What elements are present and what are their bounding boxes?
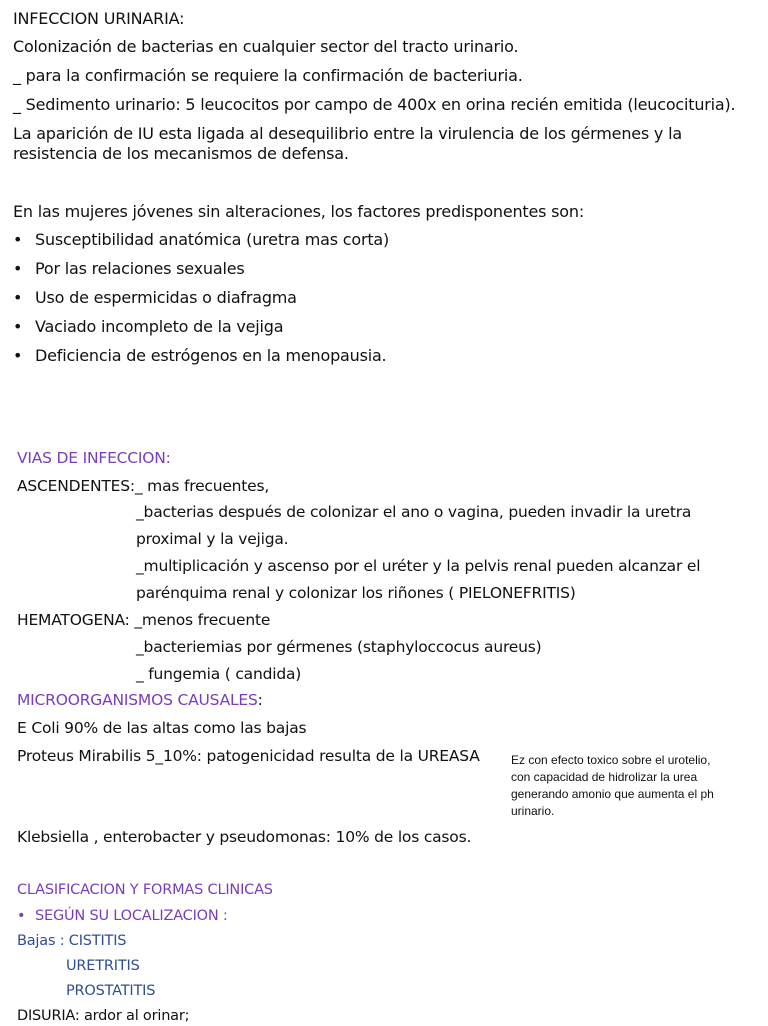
factors-intro: En las mujeres jóvenes sin alteraciones, los factores predisponentes son: xyxy=(13,202,585,221)
uretritis-line: URETRITIS xyxy=(66,958,140,974)
prostatitis-line: PROSTATITIS xyxy=(66,983,156,999)
clasificacion-heading: CLASIFICACION Y FORMAS CLINICAS xyxy=(17,882,273,898)
bajas-line: Bajas : CISTITIS xyxy=(17,933,127,949)
localizacion-label: SEGÚN SU LOCALIZACION : xyxy=(35,908,228,924)
note-line: generando amonio que aumenta el ph xyxy=(511,787,714,801)
ascendentes-detail-2a: _multiplicación y ascenso por el uréter y la pelvis renal pueden alcanzar el xyxy=(136,557,701,575)
aparicion-line-1: La aparición de IU esta ligada al desequilibrio entre la virulencia de los gérmenes y la xyxy=(13,124,682,143)
bullet-icon: • xyxy=(13,288,23,307)
bullet-icon: • xyxy=(13,346,23,365)
note-line: Ez con efecto toxico sobre el urotelio, xyxy=(511,753,711,767)
localizacion-subheading xyxy=(17,906,228,926)
list-item xyxy=(13,259,245,279)
ascendentes-line: ASCENDENTES:_ mas frecuentes, xyxy=(17,477,270,495)
aparicion-line-2: resistencia de los mecanismos de defensa. xyxy=(13,144,349,163)
klebsiella-line: Klebsiella , enterobacter y pseudomonas: 10% de los casos. xyxy=(17,828,472,846)
micro-heading-line xyxy=(17,690,263,710)
micro-heading: MICROORGANISMOS CAUSALES xyxy=(17,691,258,709)
list-item xyxy=(13,288,297,308)
proteus-line: Proteus Mirabilis 5_10%: patogenicidad resulta de la UREASA xyxy=(17,747,480,765)
definition-line: Colonización de bacterias en cualquier sector del tracto urinario. xyxy=(13,37,519,56)
bullet-icon: • xyxy=(13,230,23,249)
ascendentes-detail-1a: _bacterias después de colonizar el ano o vagina, pueden invadir la uretra xyxy=(136,503,692,521)
hematogena-detail-1: _bacteriemias por gérmenes (staphyloccocus aureus) xyxy=(136,638,542,656)
ascendentes-detail-1b: proximal y la vejiga. xyxy=(136,530,289,548)
document-title: INFECCION URINARIA: xyxy=(13,9,185,28)
note-line: con capacidad de hidrolizar la urea xyxy=(511,770,698,784)
bullet-text: Por las relaciones sexuales xyxy=(35,259,245,278)
note-line: urinario. xyxy=(511,804,555,818)
list-item xyxy=(13,317,283,337)
ecoli-line: E Coli 90% de las altas como las bajas xyxy=(17,719,307,737)
list-item xyxy=(13,346,386,366)
bullet-icon: • xyxy=(13,259,23,278)
bullet-icon: • xyxy=(13,317,23,336)
bullet-icon: • xyxy=(17,908,26,924)
bullet-text: Deficiencia de estrógenos en la menopausia. xyxy=(35,346,387,365)
hematogena-detail-2: _ fungemia ( candida) xyxy=(136,665,302,683)
sediment-line: _ Sedimento urinario: 5 leucocitos por campo de 400x en orina recién emitida (leucocituria). xyxy=(13,95,736,114)
bullet-text: Vaciado incompleto de la vejiga xyxy=(35,317,284,336)
bullet-text: Uso de espermicidas o diafragma xyxy=(35,288,297,307)
confirmation-line: _ para la confirmación se requiere la confirmación de bacteriuria. xyxy=(13,66,523,85)
vias-heading: VIAS DE INFECCION: xyxy=(17,449,171,467)
disuria-line: DISURIA: ardor al orinar; xyxy=(17,1008,190,1024)
ureasa-note xyxy=(511,752,751,820)
ascendentes-detail-2b: parénquima renal y colonizar los riñones ( PIELONEFRITIS) xyxy=(136,584,576,602)
list-item xyxy=(13,230,389,250)
micro-heading-colon: : xyxy=(257,691,263,709)
hematogena-line: HEMATOGENA: _menos frecuente xyxy=(17,611,271,629)
bullet-text: Susceptibilidad anatómica (uretra mas corta) xyxy=(35,230,390,249)
